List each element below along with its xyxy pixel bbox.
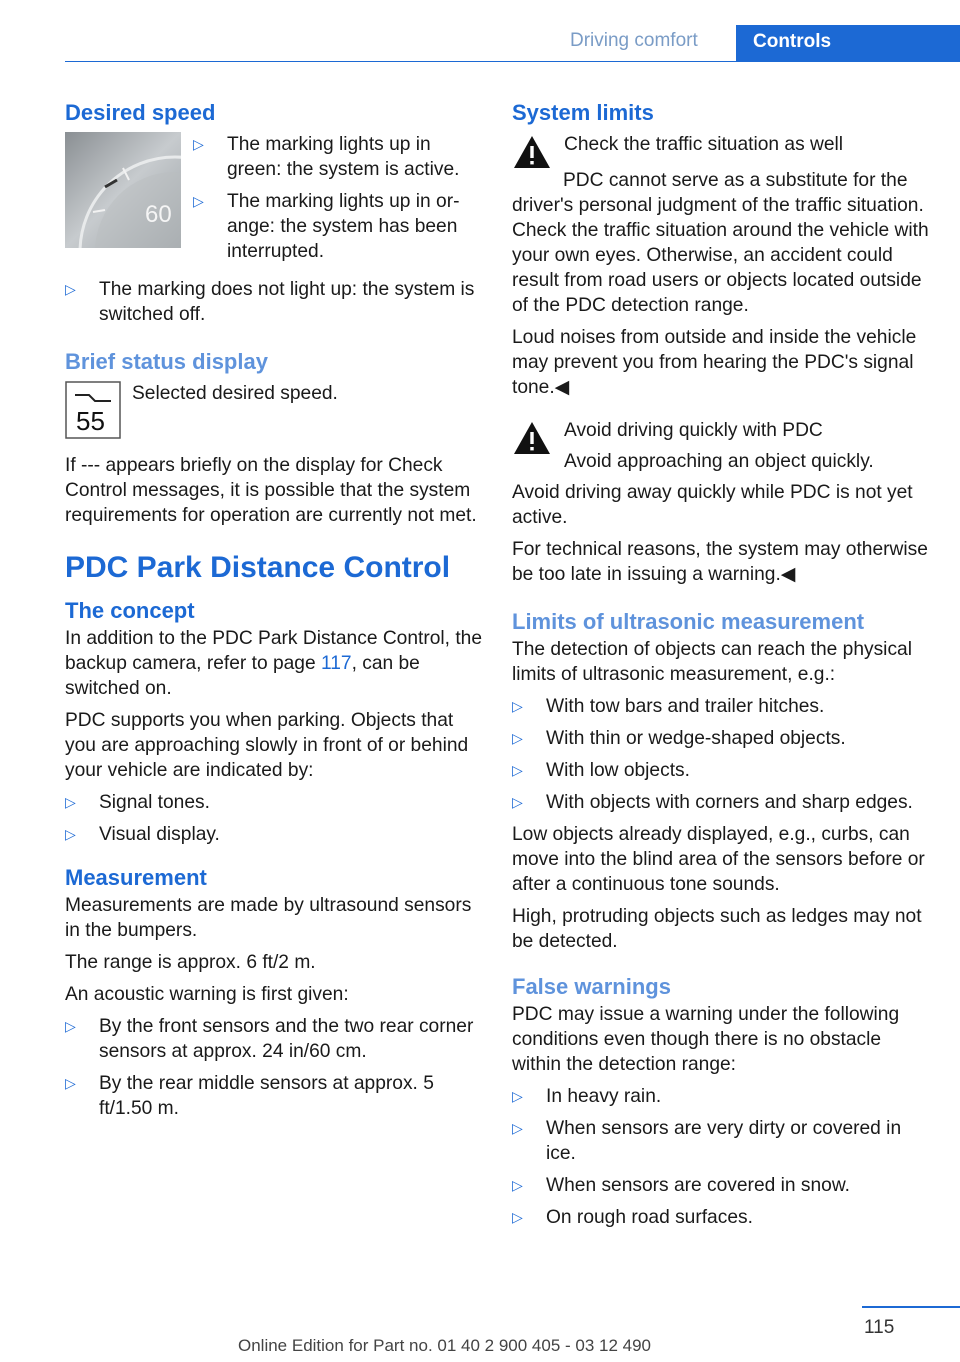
warn1-text2: Loud noises from outside and inside the vehicle may prevent you from hearing the PDC's signal tone.◀ — [512, 327, 917, 398]
false-warnings-heading: False warnings — [512, 974, 671, 999]
limits-para-2: Low objects already displayed, e.g., curbs, can move into the blind area of the sensors before or after a continuous tone sounds. — [512, 824, 925, 895]
page-link[interactable]: 117 — [320, 653, 352, 674]
bullet-icon: ▷ — [512, 1209, 523, 1225]
speedometer-image — [65, 132, 181, 248]
list-item: ▷ In heavy rain. — [512, 1086, 662, 1107]
list-item: ▷ When sensors are very dirty or covered in ice. — [512, 1118, 902, 1164]
header-tab: Controls — [736, 25, 960, 61]
limits-para-3: High, protruding objects such as ledges may not be detected. — [512, 906, 922, 952]
meas-para-1: Measurements are made by ultrasound sensors in the bumpers. — [65, 895, 472, 941]
list-item: ▷ Signal tones. — [65, 792, 210, 813]
desired-speed-heading: Desired speed — [65, 100, 216, 125]
meas-list — [65, 1014, 483, 1121]
warn2-title: Avoid driving quickly with PDC — [564, 420, 823, 441]
false-list — [512, 1084, 930, 1230]
list-item: ▷ On rough road surfaces. — [512, 1207, 753, 1228]
concept-heading: The concept — [65, 598, 195, 623]
left-column — [65, 98, 483, 1128]
bullet-icon: ▷ — [512, 1120, 523, 1136]
warn2-text: Avoid approaching an object quickly. — [564, 451, 874, 472]
list-item: ▷ The marking lights up in green: the system is active. — [193, 134, 460, 180]
false-para: PDC may issue a warning under the following conditions even though there is no obstacle within the detection range: — [512, 1004, 900, 1075]
bullet-icon: ▷ — [512, 698, 523, 714]
brief-status-heading: Brief status display — [65, 349, 268, 374]
footer-edition: Online Edition for Part no. 01 40 2 900 405 - 03 12 490 — [238, 1336, 652, 1355]
header-section: Driving comfort — [570, 30, 698, 51]
list-item: ▷ With thin or wedge-shaped objects. — [512, 728, 846, 749]
bullet-icon: ▷ — [65, 794, 76, 810]
bullet-icon: ▷ — [512, 1177, 523, 1193]
concept-para-2: PDC supports you when parking. Objects that you are approaching slowly in front of or behind your vehicle are indicated by: — [65, 710, 469, 781]
desired-speed-list — [193, 132, 483, 271]
warn1-text: PDC cannot serve as a substitute for the driver's personal judgment of the traffic situation. Check the traffic situation around the vehicle with your own eyes. Otherwise, an accident could result from road users or objects located outside of the PDC detection range. — [512, 170, 929, 316]
brief-status-caption: Selected desired speed. — [132, 383, 338, 404]
system-limits-heading: System limits — [512, 100, 654, 125]
meas-para-3: An acoustic warning is first given: — [65, 984, 349, 1005]
warning-icon — [512, 420, 552, 456]
right-column — [512, 98, 930, 1237]
list-item: ▷ When sensors are covered in snow. — [512, 1175, 850, 1196]
bullet-icon: ▷ — [193, 136, 204, 152]
limits-para: The detection of objects can reach the physical limits of ultrasonic measurement, e.g.: — [512, 639, 912, 685]
concept-para-1: In addition to the PDC Park Distance Control, the backup camera, refer to page 117, can be switched on. — [65, 628, 483, 699]
page-number-rule — [862, 1306, 960, 1308]
list-item: ▷ Visual display. — [65, 824, 220, 845]
list-item: ▷ With objects with corners and sharp edges. — [512, 792, 913, 813]
list-item: ▷ With low objects. — [512, 760, 690, 781]
bullet-icon: ▷ — [65, 826, 76, 842]
bullet-icon: ▷ — [65, 1018, 76, 1034]
concept-list — [65, 790, 483, 847]
page-number: 115 — [864, 1317, 895, 1338]
bullet-icon: ▷ — [65, 1075, 76, 1091]
list-item: ▷ The marking does not light up: the system is switched off. — [65, 279, 475, 325]
warning-icon — [512, 134, 552, 170]
warn1-title: Check the traffic situation as well — [564, 134, 844, 155]
bullet-icon: ▷ — [512, 762, 523, 778]
bullet-icon: ▷ — [512, 1088, 523, 1104]
list-item: ▷ With tow bars and trailer hitches. — [512, 696, 825, 717]
warn2-text2: Avoid driving away quickly while PDC is not yet active. — [512, 482, 913, 528]
limits-list — [512, 694, 930, 815]
pdc-title: PDC Park Distance Control — [65, 551, 451, 584]
measurement-heading: Measurement — [65, 865, 207, 890]
desired-speed-list-2 — [65, 277, 483, 327]
gauge-number: 60 — [145, 201, 172, 228]
icon-number: 55 — [76, 406, 105, 436]
list-item: ▷ By the rear middle sensors at approx. 5 ft/1.50 m. — [65, 1073, 434, 1119]
list-item: ▷ By the front sensors and the two rear corner sensors at approx. 24 in/60 cm. — [65, 1016, 474, 1062]
speed-display-icon — [65, 381, 121, 439]
limits-heading: Limits of ultrasonic measurement — [512, 609, 865, 634]
list-item: ▷ The marking lights up in orange: the system has been interrupted. — [193, 191, 460, 262]
brief-status-para: If --- appears briefly on the display for Check Control messages, it is possible that the system requirements for operation are currently not met. — [65, 455, 477, 526]
meas-para-2: The range is approx. 6 ft/2 m. — [65, 952, 316, 973]
bullet-icon: ▷ — [193, 193, 204, 209]
warn2-text3: For technical reasons, the system may otherwise be too late in issuing a warning.◀ — [512, 539, 928, 585]
bullet-icon: ▷ — [512, 794, 523, 810]
bullet-icon: ▷ — [65, 281, 76, 297]
header-rule — [65, 61, 960, 62]
bullet-icon: ▷ — [512, 730, 523, 746]
